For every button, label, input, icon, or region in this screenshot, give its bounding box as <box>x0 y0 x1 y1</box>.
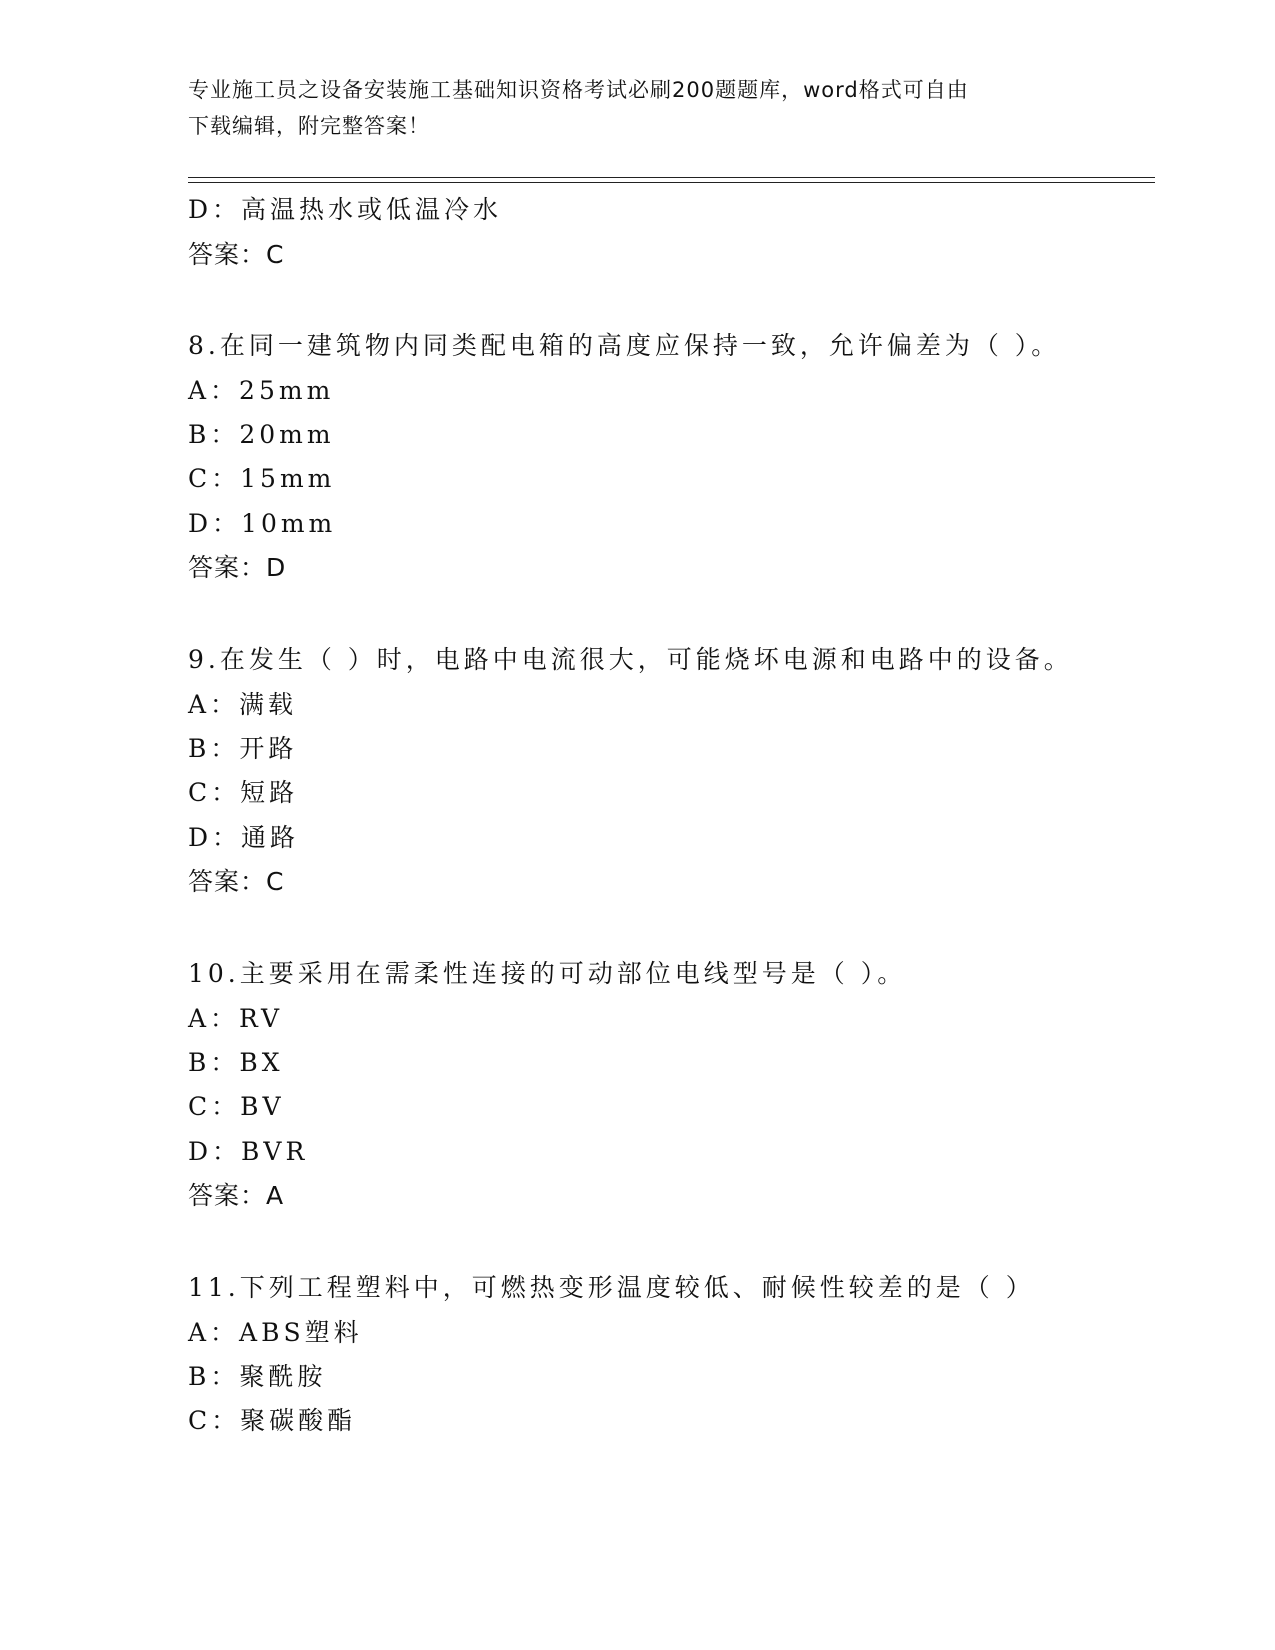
header-line-2: 下载编辑，附完整答案！ <box>188 114 430 138</box>
question-8-option-c: C：15mm <box>188 464 336 493</box>
question-8-option-b: B：20mm <box>188 420 335 449</box>
header-divider-top <box>188 177 1155 178</box>
question-10-option-b: B：BX <box>188 1048 284 1077</box>
question-11-option-a: A：ABS塑料 <box>188 1318 363 1347</box>
question-8-answer: 答案：D <box>188 553 287 582</box>
question-9-option-c: C：短路 <box>188 778 299 807</box>
prev-answer: 答案：C <box>188 240 285 269</box>
question-10-option-d: D：BVR <box>188 1137 309 1166</box>
question-11-option-b: B：聚酰胺 <box>188 1362 327 1391</box>
question-8-option-d: D：10mm <box>188 509 337 538</box>
question-9-answer: 答案：C <box>188 867 285 896</box>
question-10-answer: 答案：A <box>188 1181 285 1210</box>
question-9-option-d: D：通路 <box>188 823 300 852</box>
prev-option-d: D：高温热水或低温冷水 <box>188 195 503 224</box>
header-divider-bottom <box>188 182 1155 183</box>
question-10-option-a: A：RV <box>188 1004 284 1033</box>
header-line-1: 专业施工员之设备安装施工基础知识资格考试必刷200题题库，word格式可自由 <box>188 78 969 102</box>
question-9-option-a: A：满载 <box>188 690 298 719</box>
question-11-option-c: C：聚碳酸酯 <box>188 1406 357 1435</box>
question-10-stem: 10.主要采用在需柔性连接的可动部位电线型号是（ ）。 <box>188 959 907 988</box>
question-8-stem: 8.在同一建筑物内同类配电箱的高度应保持一致，允许偏差为（ ）。 <box>188 331 1061 360</box>
document-header <box>188 72 1088 144</box>
question-9-option-b: B：开路 <box>188 734 298 763</box>
question-9-stem: 9.在发生（ ）时，电路中电流很大，可能烧坏电源和电路中的设备。 <box>188 645 1073 674</box>
question-10-option-c: C：BV <box>188 1092 285 1121</box>
question-8-option-a: A：25mm <box>188 376 335 405</box>
question-11-stem: 11.下列工程塑料中，可燃热变形温度较低、耐候性较差的是（ ） <box>188 1273 1035 1302</box>
